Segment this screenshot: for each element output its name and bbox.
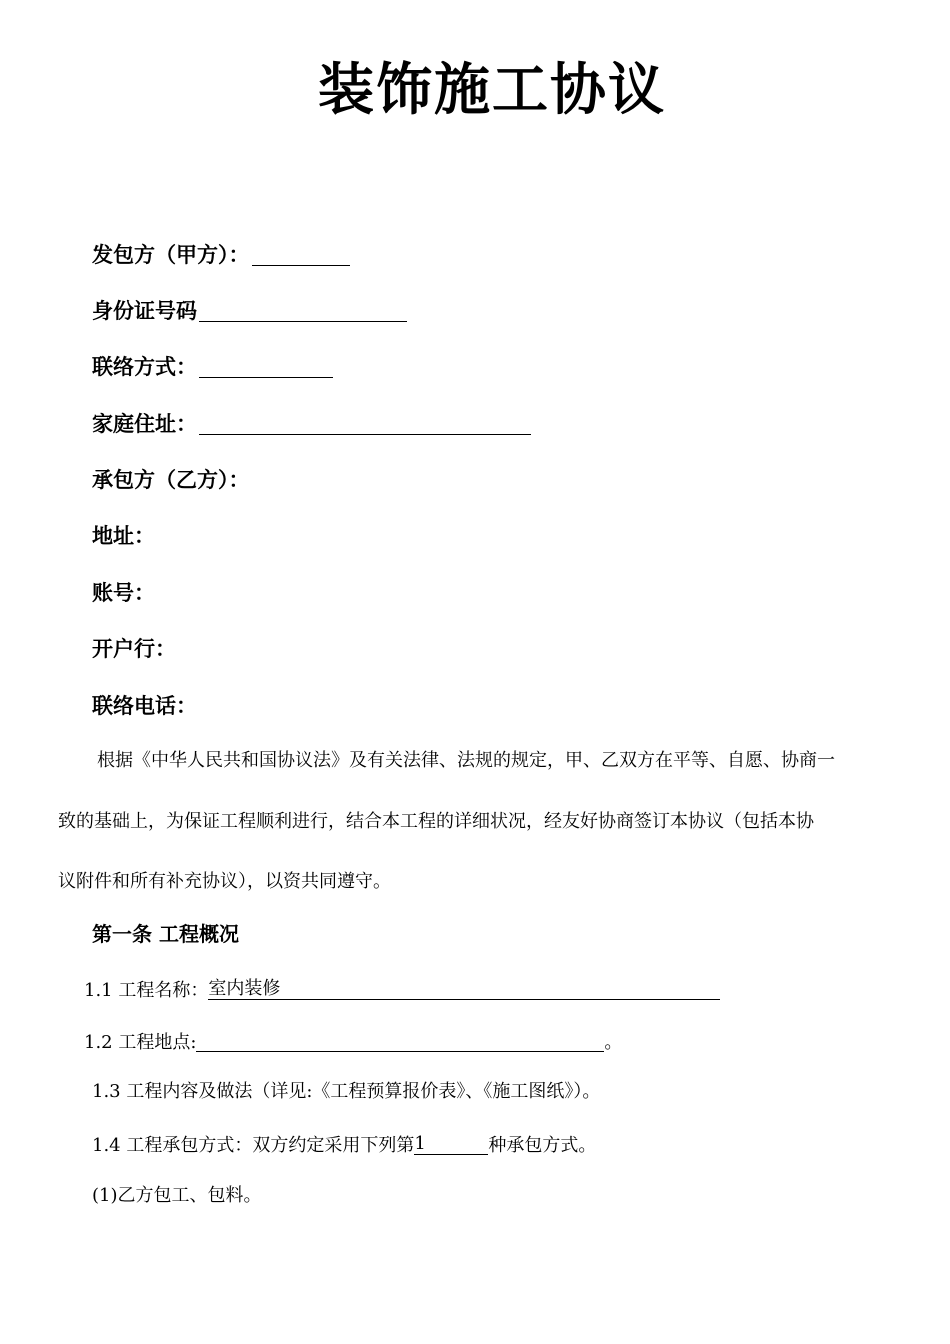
- item-1-1-label: 1.1 工程名称：: [84, 980, 209, 1001]
- preamble-line-2: 致的基础上，为保证工程顺利进行，结合本工程的详细状况，经友好协商签订本协议（包括本协: [58, 811, 814, 832]
- item-1-2-label: 1.2 工程地点:: [84, 1032, 197, 1053]
- account-field: [92, 583, 155, 604]
- phone-label: 联络电话：: [92, 694, 197, 718]
- preamble-line-1: 根据《中华人民共和国协议法》及有关法律、法规的规定，甲、乙双方在平等、自愿、协商一: [97, 750, 835, 771]
- account-label: 账号：: [92, 581, 155, 605]
- item-1-3: 1.3 工程内容及做法（详见:《工程预算报价表》、《施工图纸》）。: [92, 1081, 601, 1102]
- item-1-4: [92, 1135, 596, 1155]
- address-field: [92, 526, 155, 547]
- party-b-field: [92, 470, 250, 491]
- id-number-blank[interactable]: [199, 301, 407, 322]
- item-1-1: [84, 980, 720, 1000]
- document-title: 装饰施工协议: [318, 57, 666, 123]
- id-number-field: [92, 301, 407, 322]
- item-1-2-end: 。: [604, 1032, 623, 1053]
- party-a-label: 发包方（甲方）：: [92, 243, 250, 267]
- item-1-2-blank[interactable]: [196, 1032, 604, 1052]
- article-1-heading: 第一条 工程概况: [92, 922, 239, 946]
- item-1-4-prefix: 1.4 工程承包方式：双方约定采用下列第: [92, 1135, 415, 1156]
- party-a-blank[interactable]: [252, 245, 350, 266]
- item-1-4-value[interactable]: 1: [414, 1135, 488, 1155]
- home-address-label: 家庭住址：: [92, 412, 197, 436]
- phone-field: [92, 696, 197, 717]
- bank-label: 开户行：: [92, 637, 176, 661]
- address-label: 地址：: [92, 524, 155, 548]
- contact-label: 联络方式：: [92, 355, 197, 379]
- item-1-4-suffix: 种承包方式。: [488, 1135, 597, 1156]
- party-b-label: 承包方（乙方）：: [92, 468, 250, 492]
- id-number-label: 身份证号码: [92, 299, 197, 323]
- home-address-field: [92, 414, 531, 435]
- contact-blank[interactable]: [199, 357, 333, 378]
- bank-field: [92, 639, 176, 660]
- item-1-2: [84, 1032, 622, 1052]
- item-option-1: (1)乙方包工、包料。: [92, 1185, 262, 1206]
- party-a-field: [92, 245, 350, 266]
- preamble-line-3: 议附件和所有补充协议），以资共同遵守。: [58, 871, 391, 892]
- contact-field: [92, 357, 333, 378]
- item-1-1-value[interactable]: 室内装修: [208, 980, 720, 1000]
- home-address-blank[interactable]: [199, 414, 531, 435]
